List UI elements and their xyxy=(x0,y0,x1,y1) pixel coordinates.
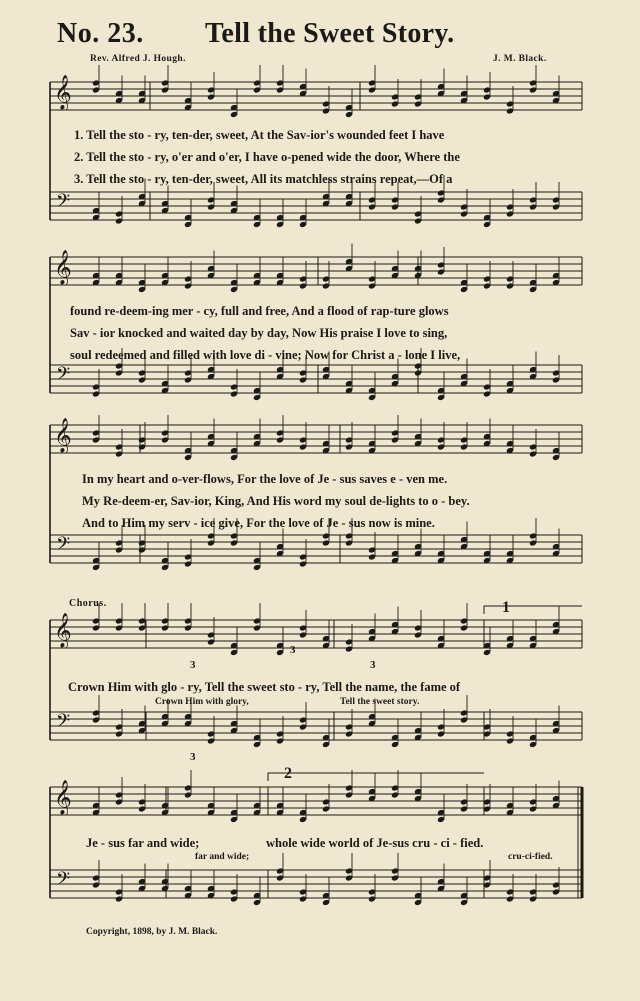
lyricist-credit: Rev. Alfred J. Hough. xyxy=(90,54,186,64)
verse-1-line-2: found re-deem-ing mer - cy, full and free, And a flood of rap-ture glows xyxy=(70,304,449,318)
verse-3-line-2: soul redeemed and filled with love di - vine; Now for Christ a - lone I live, xyxy=(70,348,461,362)
triplet-mark: 3 xyxy=(290,644,296,656)
verse-2-line-3: My Re-deem-er, Sav-ior, King, And His word my soul de-lights to o - bey. xyxy=(82,494,470,508)
verse-1-line-1: 1. Tell the sto - ry, ten-der, sweet, At the Sav-ior's wounded feet I have xyxy=(74,128,445,142)
system-3-bass-clef: 𝄢 xyxy=(56,534,71,559)
triplet-mark: 3 xyxy=(190,659,196,671)
system-1-treble-clef: 𝄞 xyxy=(54,75,72,110)
triplet-mark: 3 xyxy=(190,751,196,763)
composer-credit: J. M. Black. xyxy=(493,54,547,64)
chorus-echo-1b: Tell the sweet story. xyxy=(340,697,420,707)
verse-2-line-1: 2. Tell the sto - ry, o'er and o'er, I have o-pened wide the door, Where the xyxy=(74,150,460,164)
second-ending-bracket xyxy=(268,773,484,781)
hymn-number: No. 23. xyxy=(57,18,144,49)
verse-2-line-2: Sav - ior knocked and waited day by day, Now His praise I love to sing, xyxy=(70,326,448,340)
system-3-treble-clef: 𝄞 xyxy=(54,418,72,453)
triplet-mark: 3 xyxy=(370,659,376,671)
system-2-treble-clef: 𝄞 xyxy=(54,250,72,285)
verse-3-line-1: 3. Tell the sto - ry, ten-der, sweet, All its matchless strains repeat,—Of a xyxy=(74,172,453,186)
system-5-treble-clef: 𝄞 xyxy=(54,780,72,815)
chorus-label: Chorus. xyxy=(69,598,107,609)
chorus-line-2b: whole wide world of Je-sus cru - ci - fied. xyxy=(266,836,484,850)
chorus-echo-1a: Crown Him with glory, xyxy=(155,697,249,707)
system-4-treble-clef: 𝄞 xyxy=(54,613,72,648)
chorus-echo-2a: far and wide; xyxy=(195,852,250,862)
chorus-line-1: Crown Him with glo - ry, Tell the sweet sto - ry, Tell the name, the fame of xyxy=(68,680,461,694)
system-1-bass-clef: 𝄢 xyxy=(56,191,71,216)
system-4-bass-clef: 𝄢 xyxy=(56,711,71,736)
first-ending-number: 1 xyxy=(502,599,510,616)
chorus-echo-2b: cru-ci-fied. xyxy=(508,852,553,862)
verse-1-line-3: In my heart and o-ver-flows, For the love of Je - sus saves e - ven me. xyxy=(82,472,448,486)
chorus-line-2a: Je - sus far and wide; xyxy=(86,836,200,850)
system-5-bass-clef: 𝄢 xyxy=(56,869,71,894)
system-2-bass-clef: 𝄢 xyxy=(56,364,71,389)
second-ending-number: 2 xyxy=(284,765,292,782)
hymn-title: Tell the Sweet Story. xyxy=(205,18,455,49)
verse-3-line-3: And to Him my serv - ice give, For the love of Je - sus now is mine. xyxy=(82,516,435,530)
copyright-notice: Copyright, 1898, by J. M. Black. xyxy=(86,927,218,937)
first-ending-bracket xyxy=(484,606,582,614)
